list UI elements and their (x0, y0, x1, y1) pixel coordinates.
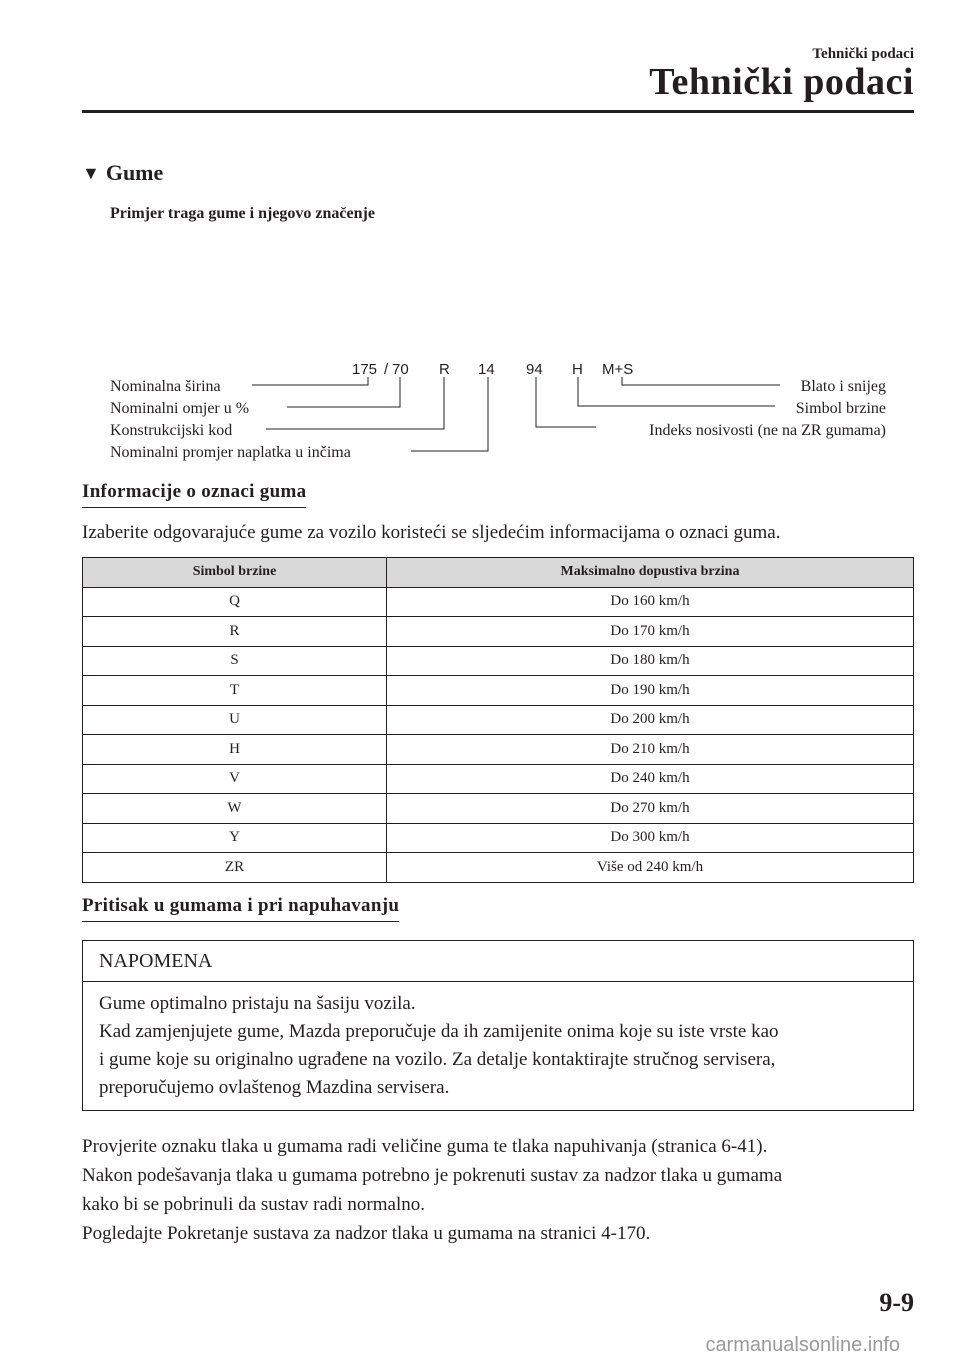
code-load: 94 (526, 361, 543, 378)
speed-symbol-cell: R (83, 617, 387, 647)
diagram-subtitle: Primjer traga gume i njegovo značenje (110, 205, 375, 222)
speed-symbol-cell: Q (83, 587, 387, 617)
body-line: Pogledajte Pokretanje sustava za nadzor tlaka u gumama na stranici 4-170. (82, 1223, 651, 1244)
info-text: Izaberite odgovarajuće gume za vozilo koristeći se sljedećim informacijama o oznaci guma. (82, 522, 781, 543)
note-line: preporučujemo ovlaštenog Mazdina servisera. (99, 1077, 450, 1098)
max-speed-cell: Do 160 km/h (387, 587, 914, 617)
pressure-heading: Pritisak u gumama i pri napuhavanju (82, 895, 399, 922)
speed-symbol-cell: W (83, 794, 387, 824)
speed-symbol-cell: V (83, 764, 387, 794)
max-speed-cell: Do 180 km/h (387, 646, 914, 676)
speed-symbol-cell: Y (83, 823, 387, 853)
leader-lines (252, 377, 780, 451)
code-construction: R (439, 361, 450, 378)
table-row (83, 823, 914, 853)
speed-symbol-cell: T (83, 676, 387, 706)
code-mud-snow: M+S (602, 361, 634, 378)
max-speed-cell: Do 300 km/h (387, 823, 914, 853)
running-header-title: Tehnički podaci (649, 61, 914, 103)
label-load-index: Indeks nosivosti (ne na ZR gumama) (649, 422, 886, 439)
section-title (82, 160, 163, 186)
speed-symbol-cell: H (83, 735, 387, 765)
max-speed-cell: Više od 240 km/h (387, 853, 914, 883)
running-header-small: Tehnički podaci (812, 46, 914, 62)
page-number: 9-9 (879, 1288, 914, 1317)
speed-symbol-cell: S (83, 646, 387, 676)
table-row (83, 764, 914, 794)
table-row (83, 853, 914, 883)
info-heading: Informacije o oznaci guma (82, 481, 306, 508)
label-speed-symbol: Simbol brzine (795, 400, 886, 417)
table-row (83, 587, 914, 617)
max-speed-cell: Do 210 km/h (387, 735, 914, 765)
header-rule (82, 110, 914, 113)
note-line: Kad zamjenjujete gume, Mazda preporučuje da ih zamijenite onima koje su iste vrste kao (99, 1021, 779, 1042)
body-line: kako bi se pobrinuli da sustav radi normalno. (82, 1194, 425, 1215)
table-row (83, 617, 914, 647)
note-line: Gume optimalno pristaju na šasiju vozila. (99, 993, 416, 1014)
speed-symbol-cell: U (83, 705, 387, 735)
speed-symbol-table (82, 557, 914, 883)
body-line: Provjerite oznaku tlaka u gumama radi veličine guma te tlaka napuhivanja (stranica 6-41). (82, 1136, 768, 1157)
note-box (82, 940, 914, 1111)
note-line: i gume koje su originalno ugrađene na vozilo. Za detalje kontaktirajte stručnog servisera, (99, 1049, 776, 1070)
note-body (83, 982, 913, 1110)
label-aspect-ratio: Nominalni omjer u % (110, 400, 250, 417)
code-ratio: 70 (392, 361, 409, 378)
table-row (83, 735, 914, 765)
max-speed-cell: Do 200 km/h (387, 705, 914, 735)
pressure-body-text (82, 1132, 782, 1248)
label-mud-snow: Blato i snijeg (800, 378, 886, 395)
label-construction-code: Konstrukcijski kod (110, 422, 233, 439)
max-speed-cell: Do 270 km/h (387, 794, 914, 824)
triangle-bullet-icon: ▼ (82, 162, 100, 183)
table-header-row (83, 558, 914, 588)
max-speed-cell: Do 190 km/h (387, 676, 914, 706)
code-width: 175 (352, 361, 378, 378)
note-title: NAPOMENA (83, 941, 913, 982)
label-nominal-width: Nominalna širina (110, 378, 221, 395)
table-row (83, 705, 914, 735)
table-row (83, 794, 914, 824)
section-title-text: Gume (105, 160, 164, 185)
code-speed: H (572, 361, 583, 378)
watermark-text: carmanualsonline.info (705, 1334, 900, 1356)
table-row (83, 676, 914, 706)
tire-marking-diagram (0, 340, 960, 465)
table-header-cell: Simbol brzine (83, 558, 387, 588)
table-row (83, 646, 914, 676)
body-line: Nakon podešavanja tlaka u gumama potrebno je pokrenuti sustav za nadzor tlaka u gumama (82, 1165, 783, 1186)
speed-symbol-cell: ZR (83, 853, 387, 883)
code-rim: 14 (478, 361, 495, 378)
max-speed-cell: Do 170 km/h (387, 617, 914, 647)
max-speed-cell: Do 240 km/h (387, 764, 914, 794)
label-rim-diameter: Nominalni promjer naplatka u inčima (110, 444, 351, 461)
table-header-cell: Maksimalno dopustiva brzina (387, 558, 914, 588)
code-slash: / (384, 361, 389, 378)
